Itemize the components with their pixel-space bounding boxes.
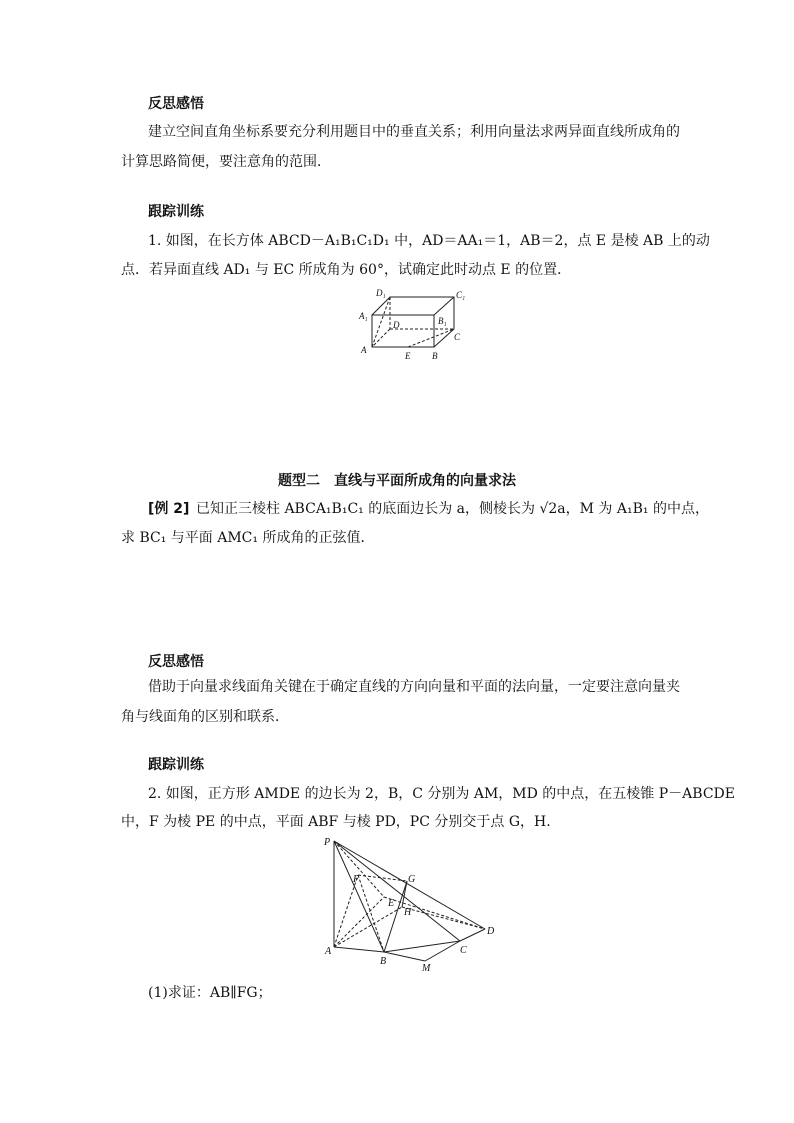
problem1-text-a: 1. 如图，在长方体 ABCD－A₁B₁C₁D₁ 中，AD＝AA₁＝1，AB＝2，点 E 是棱 AB 上的动 — [148, 233, 710, 249]
practice-heading-2: 跟踪训练 — [148, 757, 204, 773]
label-A1: A₁ — [359, 311, 368, 321]
label-A: A — [325, 946, 332, 957]
section2-title: 题型二 直线与平面所成角的向量求法 — [278, 473, 516, 489]
reflection-heading-2: 反思感悟 — [148, 654, 204, 670]
label-P: P — [324, 837, 331, 848]
problem2-text-b: 中，F 为棱 PE 的中点，平面 ABF 与棱 PD，PC 分别交于点 G，H. — [121, 814, 551, 830]
label-G: G — [408, 874, 416, 885]
label-H: H — [404, 907, 412, 918]
cuboid-figure — [358, 285, 478, 365]
label-E: E — [388, 898, 395, 909]
pyramid-figure — [322, 835, 512, 975]
label-M: M — [422, 963, 431, 974]
label-A: A — [361, 345, 367, 355]
label-D: D — [487, 926, 495, 937]
example-text-a: 已知正三棱柱 ABCA₁B₁C₁ 的底面边长为 a，侧棱长为 √2a，M 为 A₁B₁ 的中点， — [196, 501, 709, 517]
label-E: E — [405, 351, 411, 361]
reflection-text-2b: 角与线面角的区别和联系． — [121, 709, 289, 725]
reflection-text-1a: 建立空间直角坐标系要充分利用题目中的垂直关系；利用向量法求两异面直线所成角的 — [148, 124, 680, 140]
label-D1: D₁ — [376, 288, 386, 298]
sub-question-1: (1)求证：AB∥FG； — [148, 985, 272, 1001]
label-C1: C₁ — [456, 290, 466, 300]
label-F: F — [353, 874, 360, 885]
reflection-text-1b: 计算思路简便，要注意角的范围． — [121, 154, 331, 170]
problem2-text-a: 2. 如图，正方形 AMDE 的边长为 2，B，C 分别为 AM，MD 的中点，在五棱锥 P－ABCDE — [148, 786, 735, 802]
label-B: B — [380, 956, 387, 967]
reflection-text-2a: 借助于向量求线面角关键在于确定直线的方向向量和平面的法向量，一定要注意向量夹 — [148, 679, 680, 695]
practice-heading-1: 跟踪训练 — [148, 204, 204, 220]
reflection-heading-1: 反思感悟 — [148, 96, 204, 112]
label-C: C — [460, 945, 467, 956]
label-B: B — [432, 351, 438, 361]
example-tag: [例 2] — [148, 501, 190, 517]
label-C: C — [454, 332, 461, 342]
label-D: D — [393, 320, 400, 330]
example-text-b: 求 BC₁ 与平面 AMC₁ 所成角的正弦值． — [121, 530, 375, 546]
label-B1: B₁ — [438, 316, 447, 326]
problem1-text-b: 点．若异面直线 AD₁ 与 EC 所成角为 60°，试确定此时动点 E 的位置． — [121, 262, 572, 278]
